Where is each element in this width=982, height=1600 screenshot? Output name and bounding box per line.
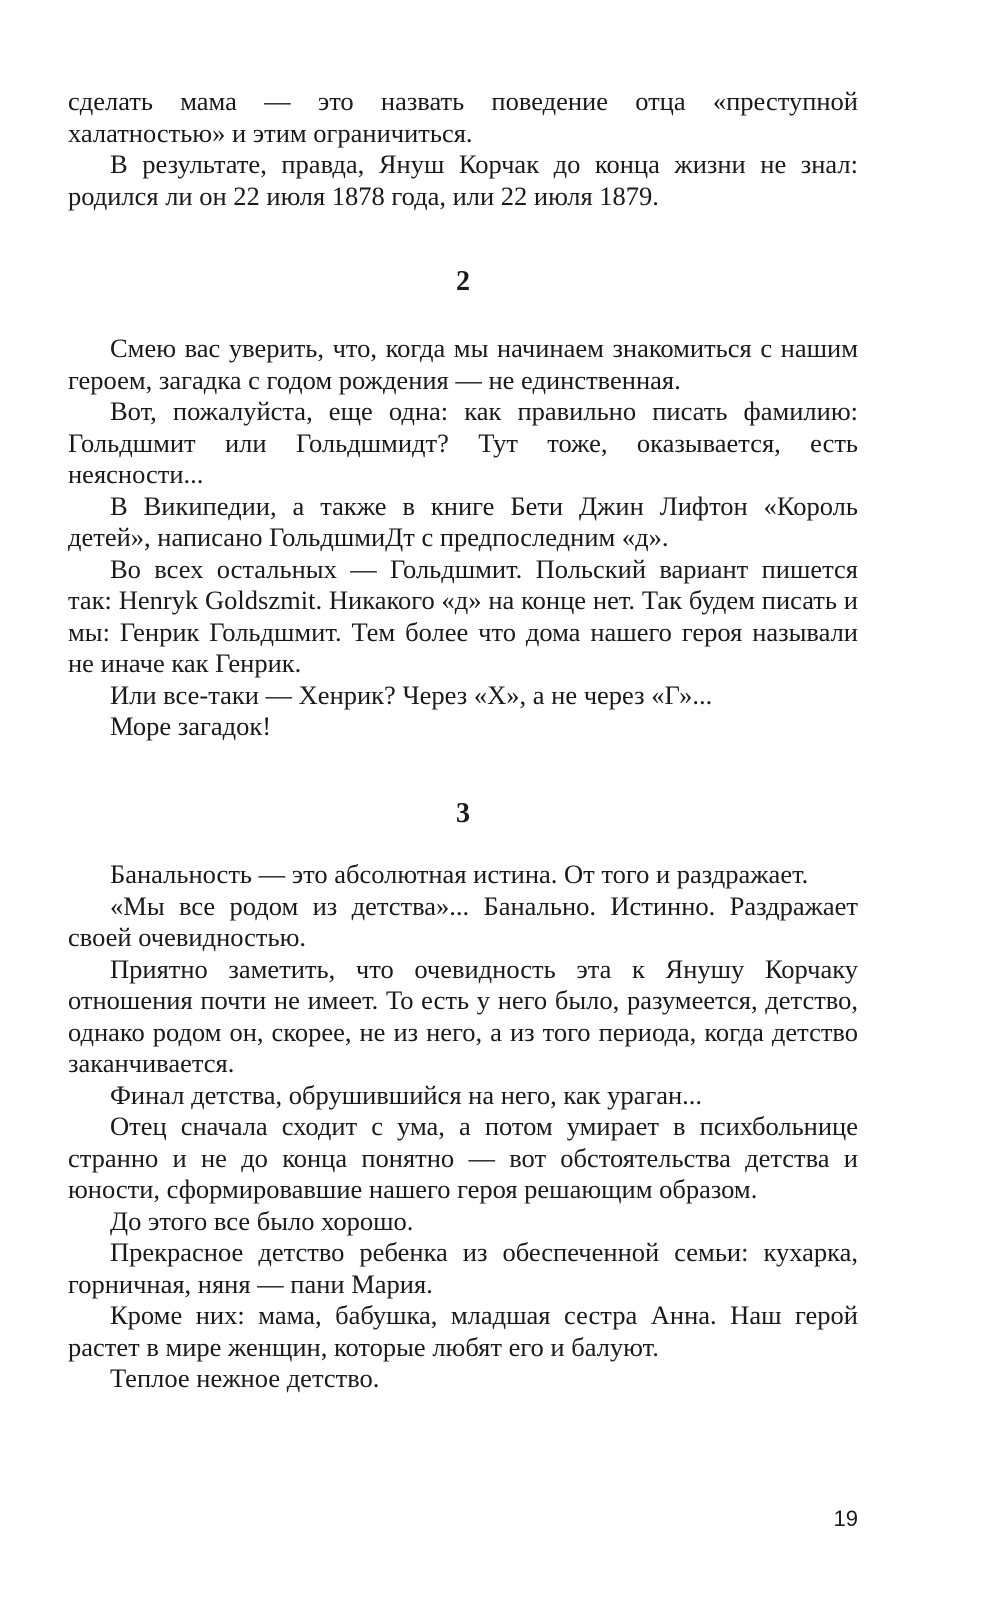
paragraph: Море загадок! <box>110 711 272 741</box>
text-block-2 <box>68 333 858 743</box>
paragraph: Во всех остальных — Гольдшмит. Польский вариант пишется так: Henryk Goldszmit. Никакого «д» на конце нет. Так будем писать и мы: Генрик Гольдшмит. Тем более что дома нашего героя называли не иначе как Генрик. <box>68 553 858 678</box>
section-heading-3: 3 <box>456 798 470 829</box>
text-block-1 <box>68 86 858 212</box>
paragraph: «Мы все родом из детства»... Банально. Истинно. Раздражает своей очевидностью. <box>68 890 858 952</box>
section-heading-2: 2 <box>456 266 470 297</box>
paragraph: В результате, правда, Януш Корчак до конца жизни не знал: родился ли он 22 июля 1878 года, или 22 июля 1879. <box>68 149 858 211</box>
paragraph: Банальность — это абсолютная истина. От того и раздражает. <box>110 859 809 889</box>
paragraph: Или все-таки — Хенрик? Через «Х», а не через «Г»... <box>110 679 713 710</box>
page-number: 19 <box>833 1506 858 1531</box>
paragraph: Финал детства, обрушившийся на него, как ураган... <box>110 1079 703 1110</box>
paragraph: Отец сначала сходит с ума, а потом умирает в психбольнице странно и не до конца понятно — вот обстоятельства детства и юности, сформировавшие нашего героя решающим образом. <box>68 1111 858 1204</box>
paragraph: Кроме них: мама, бабушка, младшая сестра Анна. Наш герой растет в мире женщин, которые любят его и балуют. <box>68 1300 858 1362</box>
paragraph: Вот, пожалуйста, еще одна: как правильно писать фамилию: Гольдшмит или Гольдшмидт? Тут тоже, оказывается, есть неясности... <box>68 396 858 489</box>
paragraph: Теплое нежное детство. <box>110 1363 380 1393</box>
paragraph: сделать мама — это назвать поведение отца «преступной халатностью» и этим ограничиться. <box>68 86 858 148</box>
paragraph: Прекрасное детство ребенка из обеспеченной семьи: кухарка, горничная, няня — пани Мария. <box>68 1237 858 1299</box>
paragraph: До этого все было хорошо. <box>110 1205 414 1236</box>
paragraph: Смею вас уверить, что, когда мы начинаем знакомиться с нашим героем, загадка с годом рождения — не единственная. <box>68 333 858 395</box>
text-block-3 <box>68 859 858 1395</box>
paragraph: В Википедии, а также в книге Бети Джин Лифтон «Король детей», написано ГольдшмиДт с предпоследним «д». <box>68 490 858 552</box>
paragraph: Приятно заметить, что очевидность эта к Янушу Корчаку отношения почти не имеет. То есть у него было, разумеется, детство, однако родом он, скорее, не из него, а из того периода, когда детство заканчивается. <box>68 953 858 1078</box>
